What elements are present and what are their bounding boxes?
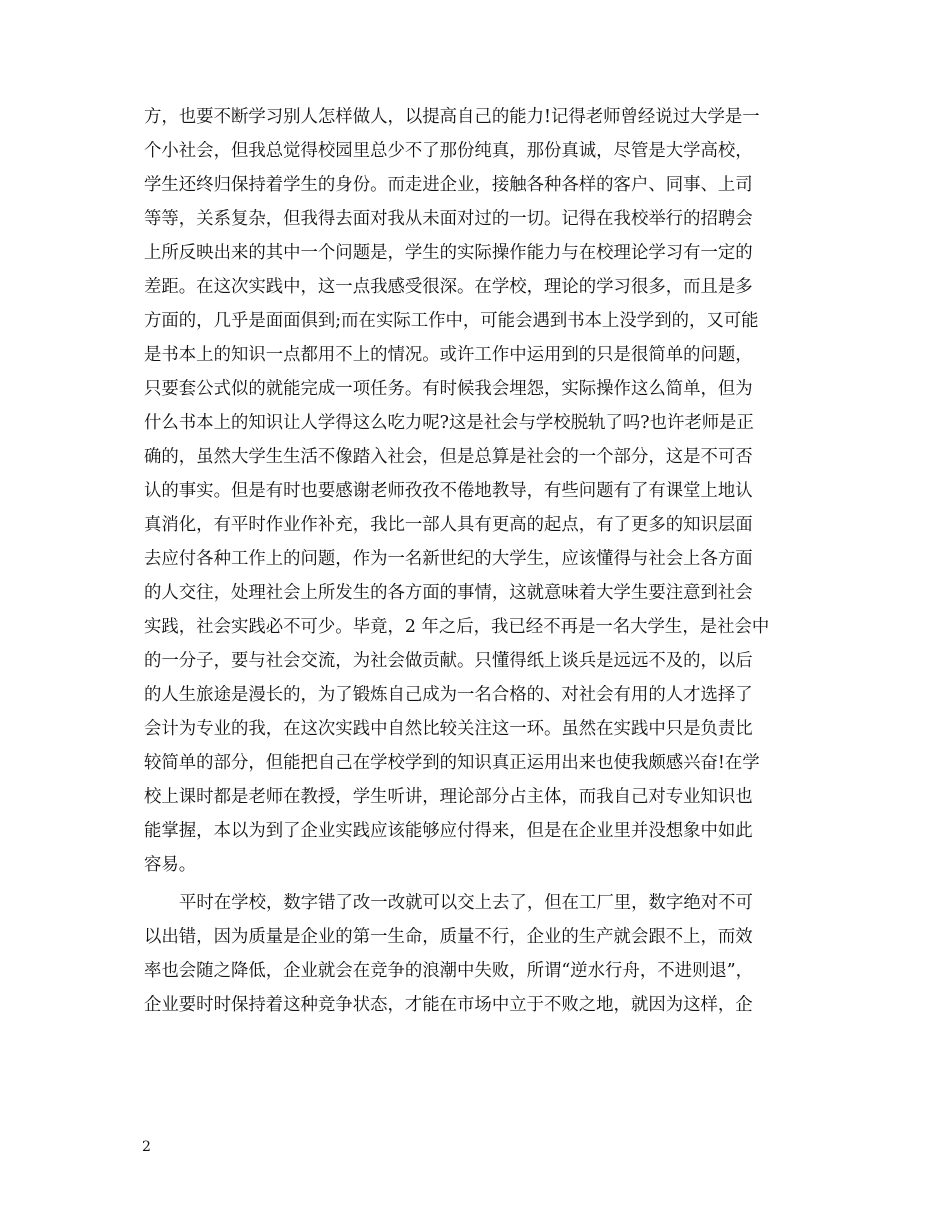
text-line: 以出错，因为质量是企业的第一生命，质量不行，企业的生产就会跟不上，而效 [144, 927, 753, 947]
text-line: 容易。 [144, 855, 197, 875]
text-line: 较简单的部分，但能把自己在学校学到的知识真正运用出来也使我颇感兴奋!在学 [144, 753, 760, 773]
paragraph-1 [144, 100, 814, 882]
text-line: 学生还终归保持着学生的身份。而走进企业，接触各种各样的客户、同事、上司 [144, 175, 753, 195]
text-line: 企业要时时保持着这种竞争状态，才能在市场中立于不败之地，就因为这样，企 [144, 995, 753, 1015]
text-line: 确的，虽然大学生生活不像踏入社会，但是总算是社会的一个部分，这是不可否 [144, 447, 753, 467]
text-line: 的人生旅途是漫长的，为了锻炼自己成为一名合格的、对社会有用的人才选择了 [144, 685, 753, 705]
text-line: 认的事实。但是有时也要感谢老师孜孜不倦地教导，有些问题有了有课堂上地认 [144, 481, 753, 501]
text-line: 的人交往，处理社会上所发生的各方面的事情，这就意味着大学生要注意到社会 [144, 583, 753, 603]
text-line: 个小社会，但我总觉得校园里总少不了那份纯真，那份真诚，尽管是大学高校， [144, 141, 753, 161]
text-line: 率也会随之降低，企业就会在竞争的浪潮中失败，所谓“逆水行舟，不进则退”， [144, 961, 754, 981]
text-line: 去应付各种工作上的问题，作为一名新世纪的大学生，应该懂得与社会上各方面 [144, 549, 753, 569]
text-line: 上所反映出来的其中一个问题是，学生的实际操作能力与在校理论学习有一定的 [144, 243, 753, 263]
body-text [144, 100, 814, 1022]
text-line: 真消化，有平时作业作补充，我比一部人具有更高的起点，有了更多的知识层面 [144, 515, 753, 535]
text-line: 差距。在这次实践中，这一点我感受很深。在学校，理论的学习很多，而且是多 [144, 277, 753, 297]
text-line: 只要套公式似的就能完成一项任务。有时候我会埋怨，实际操作这么简单，但为 [144, 379, 753, 399]
text-line: 校上课时都是老师在教授，学生听讲，理论部分占主体，而我自己对专业知识也 [144, 787, 753, 807]
paragraph-2 [144, 886, 814, 1022]
text-line: 的一分子，要与社会交流，为社会做贡献。只懂得纸上谈兵是远远不及的，以后 [144, 651, 753, 671]
text-line: 方，也要不断学习别人怎样做人，以提高自己的能力!记得老师曾经说过大学是一 [144, 107, 760, 127]
text-line: 是书本上的知识一点都用不上的情况。或许工作中运用到的只是很简单的问题， [144, 345, 753, 365]
text-line: 能掌握，本以为到了企业实践应该能够应付得来，但是在企业里并没想象中如此 [144, 821, 753, 841]
text-line: 实践，社会实践必不可少。毕竟，2 年之后，我已经不再是一名大学生，是社会中 [144, 617, 770, 637]
text-line: 会计为专业的我，在这次实践中自然比较关注这一环。虽然在实践中只是负责比 [144, 719, 753, 739]
text-line: 方面的，几乎是面面俱到;而在实际工作中，可能会遇到书本上没学到的，又可能 [144, 311, 759, 331]
text-line: 平时在学校，数字错了改一改就可以交上去了，但在工厂里，数字绝对不可 [179, 893, 753, 913]
text-line: 等等，关系复杂，但我得去面对我从未面对过的一切。记得在我校举行的招聘会 [144, 209, 753, 229]
text-line: 什么书本上的知识让人学得这么吃力呢?这是社会与学校脱轨了吗?也许老师是正 [144, 413, 754, 433]
page-number: 2 [142, 1139, 151, 1155]
